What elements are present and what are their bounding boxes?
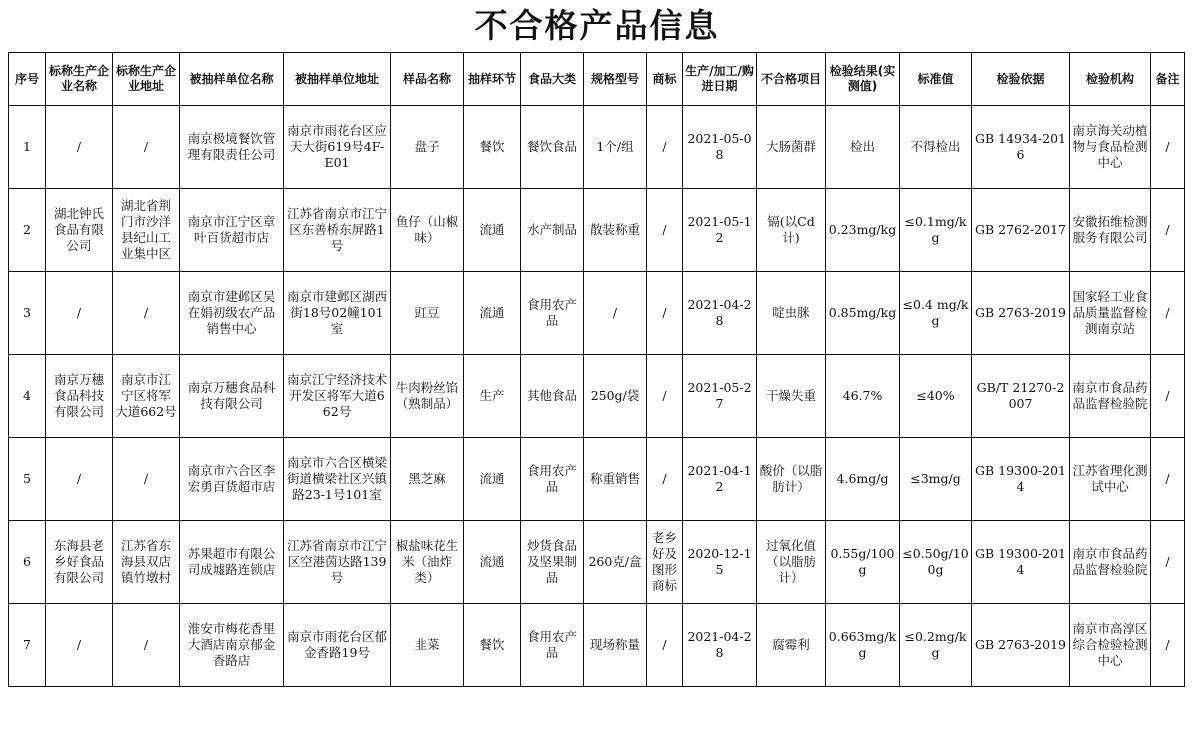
cell-remarks: / [1151,272,1185,355]
cell-sampled-unit-name: 南京市江宁区章叶百货超市店 [180,189,284,272]
cell-seq: 5 [9,438,46,521]
header-test-result: 检验结果(实测值) [826,53,900,106]
table-header-row [9,53,1185,106]
cell-seq: 1 [9,106,46,189]
cell-producer-name: / [46,106,113,189]
cell-remarks: / [1151,106,1185,189]
header-sampled-unit-name: 被抽样单位名称 [180,53,284,106]
cell-sampling-stage: 餐饮 [464,106,521,189]
cell-trademark: 老乡好及图形商标 [647,521,683,604]
cell-remarks: / [1151,604,1185,687]
cell-sampled-unit-address: 南京江宁经济技术开发区将军大道662号 [284,355,391,438]
cell-test-result: 0.23mg/kg [826,189,900,272]
cell-sampling-stage: 餐饮 [464,604,521,687]
cell-date: 2021-05-08 [683,106,757,189]
header-failed-item: 不合格项目 [757,53,826,106]
cell-remarks: / [1151,355,1185,438]
table-row [9,438,1185,521]
cell-standard-value: ≤40% [900,355,972,438]
cell-test-result: 0.55g/100g [826,521,900,604]
cell-failed-item: 啶虫脒 [757,272,826,355]
cell-food-category: 其他食品 [521,355,584,438]
cell-sample-name: 鱼仔（山椒味） [391,189,464,272]
header-test-basis: 检验依据 [972,53,1070,106]
header-trademark: 商标 [647,53,683,106]
cell-spec: 260克/盒 [584,521,647,604]
cell-standard-value: ≤0.50g/100g [900,521,972,604]
header-seq: 序号 [9,53,46,106]
header-standard-value: 标准值 [900,53,972,106]
cell-food-category: 食用农产品 [521,272,584,355]
cell-food-category: 餐饮食品 [521,106,584,189]
cell-sample-name: 豇豆 [391,272,464,355]
cell-test-agency: 安徽拓维检测服务有限公司 [1070,189,1151,272]
cell-producer-address: / [113,604,180,687]
cell-spec: 称重销售 [584,438,647,521]
cell-sampled-unit-address: 江苏省南京市江宁区空港茵达路139号 [284,521,391,604]
cell-date: 2021-04-28 [683,604,757,687]
cell-sampling-stage: 生产 [464,355,521,438]
cell-test-basis: GB 19300-2014 [972,438,1070,521]
header-producer-address: 标称生产企业地址 [113,53,180,106]
cell-date: 2021-04-12 [683,438,757,521]
cell-producer-name: 南京万穗食品科技有限公司 [46,355,113,438]
cell-test-result: 0.663mg/kg [826,604,900,687]
header-producer-name: 标称生产企业名称 [46,53,113,106]
cell-date: 2020-12-15 [683,521,757,604]
cell-test-basis: GB 19300-2014 [972,521,1070,604]
cell-producer-name: 东海县老乡好食品有限公司 [46,521,113,604]
cell-food-category: 水产制品 [521,189,584,272]
cell-test-result: 4.6mg/g [826,438,900,521]
cell-sampling-stage: 流通 [464,272,521,355]
cell-failed-item: 镉(以Cd计) [757,189,826,272]
cell-sampled-unit-name: 淮安市梅花香里大酒店南京郁金香路店 [180,604,284,687]
cell-producer-name: 湖北钟氏食品有限公司 [46,189,113,272]
cell-spec: 1个/组 [584,106,647,189]
cell-seq: 2 [9,189,46,272]
cell-test-agency: 南京市食品药品监督检验院 [1070,355,1151,438]
cell-standard-value: ≤0.2mg/kg [900,604,972,687]
page-title: 不合格产品信息 [474,6,720,45]
cell-sample-name: 椒盐味花生米（油炸类） [391,521,464,604]
cell-failed-item: 过氧化值（以脂肪计） [757,521,826,604]
header-sample-name: 样品名称 [391,53,464,106]
cell-failed-item: 酸价（以脂肪计） [757,438,826,521]
cell-test-result: 0.85mg/kg [826,272,900,355]
cell-trademark: / [647,106,683,189]
header-sampled-unit-address: 被抽样单位地址 [284,53,391,106]
cell-sampled-unit-address: 南京市雨花台区郁金香路19号 [284,604,391,687]
header-spec: 规格型号 [584,53,647,106]
cell-sampled-unit-name: 苏果超市有限公司成墟路连锁店 [180,521,284,604]
table-row [9,106,1185,189]
cell-sampled-unit-address: 南京市六合区横梁街道横梁社区兴镇路23-1号101室 [284,438,391,521]
cell-sample-name: 牛肉粉丝馅（熟制品） [391,355,464,438]
cell-trademark: / [647,355,683,438]
cell-test-basis: GB 2763-2019 [972,604,1070,687]
cell-sampling-stage: 流通 [464,521,521,604]
cell-trademark: / [647,189,683,272]
header-test-agency: 检验机构 [1070,53,1151,106]
cell-test-result: 46.7% [826,355,900,438]
cell-test-result: 检出 [826,106,900,189]
cell-producer-name: / [46,604,113,687]
cell-date: 2021-04-28 [683,272,757,355]
cell-seq: 6 [9,521,46,604]
cell-test-basis: GB/T 21270-2007 [972,355,1070,438]
cell-producer-name: / [46,438,113,521]
cell-producer-address: / [113,106,180,189]
table-row [9,521,1185,604]
cell-date: 2021-05-27 [683,355,757,438]
unqualified-products-table [8,52,1185,687]
cell-producer-name: / [46,272,113,355]
cell-sampled-unit-name: 南京市六合区李宏勇百货超市店 [180,438,284,521]
cell-spec: 散装称重 [584,189,647,272]
cell-producer-address: / [113,272,180,355]
cell-sampled-unit-name: 南京市建邺区吴在娟初级农产品销售中心 [180,272,284,355]
cell-sample-name: 盘子 [391,106,464,189]
cell-test-agency: 江苏省理化测试中心 [1070,438,1151,521]
cell-trademark: / [647,604,683,687]
cell-seq: 3 [9,272,46,355]
cell-sample-name: 韭菜 [391,604,464,687]
table-body [9,106,1185,687]
cell-food-category: 食用农产品 [521,604,584,687]
cell-failed-item: 干燥失重 [757,355,826,438]
cell-test-agency: 国家轻工业食品质量监督检测南京站 [1070,272,1151,355]
cell-test-agency: 南京市高淳区综合检验检测中心 [1070,604,1151,687]
cell-sampled-unit-address: 南京市雨花台区应天大街619号4F-E01 [284,106,391,189]
cell-remarks: / [1151,189,1185,272]
cell-producer-address: / [113,438,180,521]
cell-test-basis: GB 14934-2016 [972,106,1070,189]
cell-remarks: / [1151,438,1185,521]
cell-sampled-unit-name: 南京极境餐饮管理有限责任公司 [180,106,284,189]
cell-spec: 250g/袋 [584,355,647,438]
cell-standard-value: ≤3mg/g [900,438,972,521]
cell-sampled-unit-address: 南京市建邺区湖西街18号02幢101室 [284,272,391,355]
table-row [9,272,1185,355]
cell-remarks: / [1151,521,1185,604]
cell-test-agency: 南京市食品药品监督检验院 [1070,521,1151,604]
cell-test-agency: 南京海关动植物与食品检测中心 [1070,106,1151,189]
cell-failed-item: 大肠菌群 [757,106,826,189]
header-date: 生产/加工/购进日期 [683,53,757,106]
cell-seq: 4 [9,355,46,438]
cell-spec: / [584,272,647,355]
cell-sampling-stage: 流通 [464,438,521,521]
cell-failed-item: 腐霉利 [757,604,826,687]
cell-sampled-unit-name: 南京万穗食品科技有限公司 [180,355,284,438]
cell-seq: 7 [9,604,46,687]
header-food-category: 食品大类 [521,53,584,106]
header-sampling-stage: 抽样环节 [464,53,521,106]
cell-producer-address: 湖北省荆门市沙洋县纪山工业集中区 [113,189,180,272]
cell-food-category: 炒货食品及坚果制品 [521,521,584,604]
cell-test-basis: GB 2762-2017 [972,189,1070,272]
cell-standard-value: ≤0.4 mg/kg [900,272,972,355]
cell-standard-value: 不得检出 [900,106,972,189]
cell-sample-name: 黑芝麻 [391,438,464,521]
cell-date: 2021-05-12 [683,189,757,272]
cell-food-category: 食用农产品 [521,438,584,521]
cell-producer-address: 江苏省东海县双店镇竹墩村 [113,521,180,604]
table-row [9,189,1185,272]
cell-producer-address: 南京市江宁区将军大道662号 [113,355,180,438]
table-row [9,604,1185,687]
cell-sampled-unit-address: 江苏省南京市江宁区东善桥东屏路1号 [284,189,391,272]
cell-test-basis: GB 2763-2019 [972,272,1070,355]
cell-spec: 现场称量 [584,604,647,687]
table-row [9,355,1185,438]
cell-trademark: / [647,438,683,521]
header-remarks: 备注 [1151,53,1185,106]
cell-standard-value: ≤0.1mg/kg [900,189,972,272]
cell-trademark: / [647,272,683,355]
cell-sampling-stage: 流通 [464,189,521,272]
